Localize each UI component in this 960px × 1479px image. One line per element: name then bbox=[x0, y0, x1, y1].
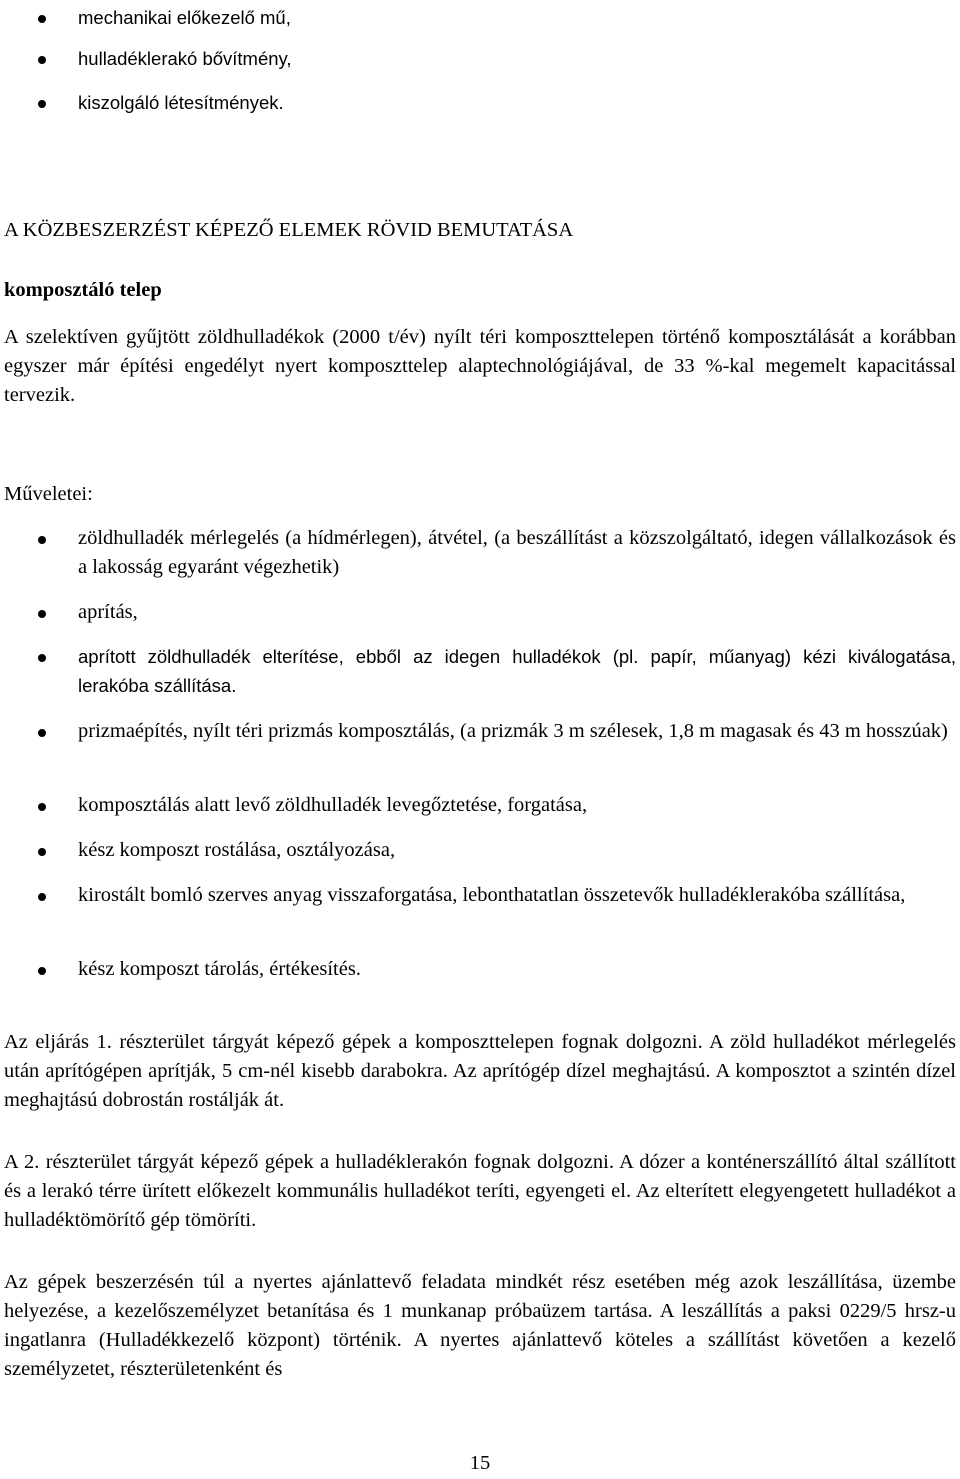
list-item-text: hulladéklerakó bővítmény, bbox=[78, 48, 292, 69]
bullet-icon bbox=[38, 536, 46, 544]
paragraph-machines-area-1: Az eljárás 1. részterület tárgyát képező gépek a komposzttelepen fognak dolgozni. A zöld hulladékot mérlegelés után aprítógépen aprítják, 5 cm-nél kisebb darabokra. Az aprítógép dízel meghajtású. A komposztot a szintén dízel meghajtású dobrostán rostálják át. bbox=[4, 1031, 956, 1111]
bullet-icon bbox=[38, 610, 46, 618]
operation-text: komposztálás alatt levő zöldhulladék levegőztetése, forgatása, bbox=[78, 794, 588, 816]
bullet-icon bbox=[38, 100, 46, 108]
bullet-icon bbox=[38, 15, 46, 23]
list-item-text: kiszolgáló létesítmények. bbox=[78, 92, 284, 113]
operation-text: kirostált bomló szerves anyag visszaforgatása, lebonthatatlan összetevők hulladéklerakóba szállítása, bbox=[78, 884, 906, 906]
operation-text: kész komposzt rostálása, osztályozása, bbox=[78, 839, 396, 861]
operation-text: aprítás, bbox=[78, 601, 138, 623]
operation-text: zöldhulladék mérlegelés (a hídmérlegen), átvétel, (a beszállítást a közszolgáltató, idegen vállalkozások és a lakosság egyaránt végezhetik) bbox=[78, 527, 956, 578]
list-item-text: mechanikai előkezelő mű, bbox=[78, 7, 291, 28]
bullet-icon bbox=[38, 848, 46, 856]
bullet-icon bbox=[38, 729, 46, 737]
bullet-icon bbox=[38, 967, 46, 975]
operations-label: Műveletei: bbox=[4, 483, 93, 505]
operation-text: aprított zöldhulladék elterítése, ebből az idegen hulladékok (pl. papír, műanyag) kézi kiválogatása, lerakóba szállítása. bbox=[78, 646, 956, 696]
subheading: komposztáló telep bbox=[4, 279, 162, 301]
bullet-icon bbox=[38, 654, 46, 662]
operation-text: prizmaépítés, nyílt téri prizmás komposztálás, (a prizmák 3 m szélesek, 1,8 m magasak és 43 m hosszúak) bbox=[78, 720, 948, 742]
section-heading: A KÖZBESZERZÉST KÉPEZŐ ELEMEK RÖVID BEMUTATÁSA bbox=[4, 219, 574, 241]
bullet-icon bbox=[38, 56, 46, 64]
paragraph-machines-area-2: A 2. részterület tárgyát képező gépek a hulladéklerakón fognak dolgozni. A dózer a konténerszállító által szállított és a lerakó térre ürített előkezelt kommunális hulladékot teríti, egyengeti el. Az elterített elegyengetett hulladékot a hulladéktömörítő gép tömöríti. bbox=[4, 1151, 956, 1231]
bullet-icon bbox=[38, 803, 46, 811]
operation-text: kész komposzt tárolás, értékesítés. bbox=[78, 958, 361, 980]
bullet-icon bbox=[38, 893, 46, 901]
intro-paragraph: A szelektíven gyűjtött zöldhulladékok (2000 t/év) nyílt téri komposzttelepen történő komposztálását a korábban egyszer már építési engedélyt nyert komposzttelep alaptechnológiájával, de 33 %-kal megemelt kapacitással tervezik. bbox=[4, 326, 956, 406]
paragraph-delivery: Az gépek beszerzésén túl a nyertes ajánlattevő feladata mindkét rész esetében még azok leszállítása, üzembe helyezése, a kezelőszemélyzet betanítása és 1 munkanap próbaüzem tartása. A leszállítás a paksi 0229/5 hrsz-u ingatlanra (Hulladékkezelő központ) történik. A nyertes ajánlattevő köteles a szállítást követően a kezelő személyzetet, részterületenként és bbox=[4, 1271, 956, 1380]
page-number: 15 bbox=[469, 1452, 491, 1474]
